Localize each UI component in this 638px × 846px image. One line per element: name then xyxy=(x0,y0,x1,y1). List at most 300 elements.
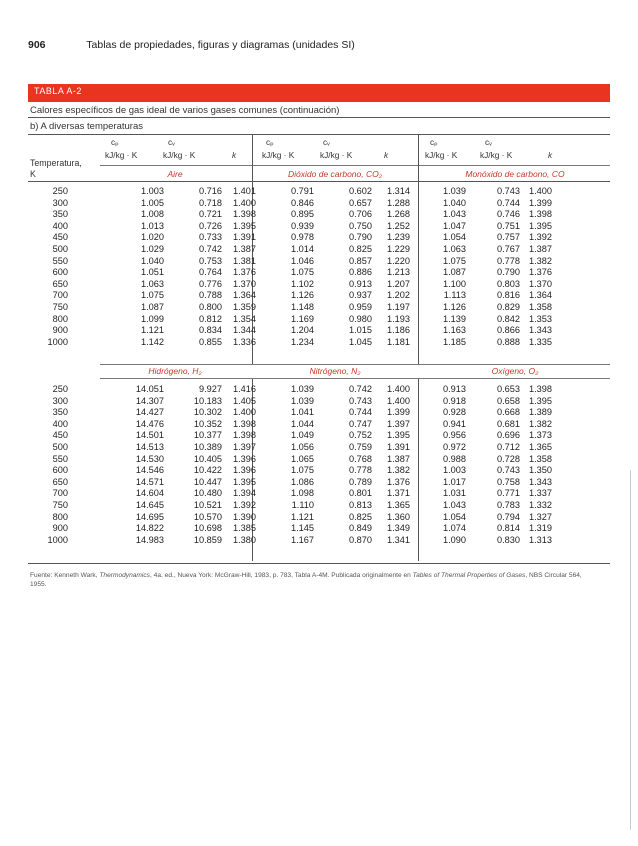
value-cell: 1.029 xyxy=(141,243,164,254)
value-cell: 1.075 xyxy=(291,465,314,476)
temperature-cell: 400 xyxy=(52,220,68,231)
unit-label: kJ/kg · K xyxy=(262,150,295,160)
value-cell: 14.501 xyxy=(135,430,164,441)
value-cell: 10.183 xyxy=(193,395,222,406)
temperature-cell: 700 xyxy=(52,290,68,301)
value-cell: 1.288 xyxy=(387,197,410,208)
value-cell: 1.343 xyxy=(529,325,552,336)
value-cell: 1.075 xyxy=(443,255,466,266)
value-cell: 0.744 xyxy=(497,197,520,208)
value-cell: 0.816 xyxy=(497,290,520,301)
source-mid: , 4a. ed., Nueva York: McGraw-Hill, 1983, p. 783, Tabla A-4M. Publicada originalmente en xyxy=(149,572,413,579)
gas-label-h2: Hidrógeno, H₂ xyxy=(148,366,202,376)
value-cell: 1.239 xyxy=(387,232,410,243)
cp-symbol: cₚ xyxy=(430,137,438,147)
value-cell: 1.054 xyxy=(443,511,466,522)
value-cell: 1.142 xyxy=(141,336,164,347)
value-cell: 1.167 xyxy=(291,534,314,545)
value-cell: 10.302 xyxy=(193,407,222,418)
value-cell: 0.783 xyxy=(497,499,520,510)
table-row xyxy=(30,290,552,302)
value-cell: 0.743 xyxy=(497,465,520,476)
temperature-cell: 350 xyxy=(52,209,68,220)
value-cell: 1.364 xyxy=(529,290,552,301)
value-cell: 0.718 xyxy=(199,197,222,208)
value-cell: 1.371 xyxy=(387,488,410,499)
k-label: k xyxy=(384,150,389,160)
temperature-header: Temperatura, xyxy=(30,158,82,168)
value-cell: 14.822 xyxy=(135,523,164,534)
table-row xyxy=(30,500,552,512)
table-row xyxy=(30,523,552,535)
value-cell: 1.045 xyxy=(349,336,372,347)
value-cell: 0.658 xyxy=(497,395,520,406)
value-cell: 1.046 xyxy=(291,255,314,266)
unit-label: kJ/kg · K xyxy=(163,150,196,160)
value-cell: 0.764 xyxy=(199,267,222,278)
value-cell: 1.126 xyxy=(443,301,466,312)
table-row xyxy=(30,488,552,500)
value-cell: 1.086 xyxy=(291,476,314,487)
value-cell: 0.747 xyxy=(349,418,372,429)
value-cell: 1.364 xyxy=(233,290,256,301)
value-cell: 0.937 xyxy=(349,290,372,301)
value-cell: 1.268 xyxy=(387,209,410,220)
unit-label: kJ/kg · K xyxy=(320,150,353,160)
value-cell: 1.365 xyxy=(529,441,552,452)
value-cell: 1.098 xyxy=(291,488,314,499)
value-cell: 10.405 xyxy=(193,453,222,464)
value-cell: 0.768 xyxy=(349,453,372,464)
value-cell: 1.202 xyxy=(387,290,410,301)
value-cell: 1.396 xyxy=(233,453,256,464)
value-cell: 1.327 xyxy=(529,511,552,522)
value-cell: 1.145 xyxy=(291,523,314,534)
value-cell: 0.888 xyxy=(497,336,520,347)
value-cell: 1.337 xyxy=(529,488,552,499)
value-cell: 1.395 xyxy=(529,220,552,231)
value-cell: 1.398 xyxy=(233,430,256,441)
value-cell: 0.895 xyxy=(291,209,314,220)
value-cell: 1.332 xyxy=(529,499,552,510)
value-cell: 1.405 xyxy=(233,395,256,406)
table-row xyxy=(30,396,552,408)
value-cell: 0.870 xyxy=(349,534,372,545)
table-subcaption: b) A diversas temperaturas xyxy=(30,121,143,132)
value-cell: 1.349 xyxy=(387,523,410,534)
cv-symbol: cᵥ xyxy=(168,137,175,147)
k-label: k xyxy=(548,150,553,160)
value-cell: 1.360 xyxy=(387,511,410,522)
temperature-cell: 400 xyxy=(52,418,68,429)
value-cell: 1.395 xyxy=(387,430,410,441)
table-banner xyxy=(28,84,610,102)
table-row xyxy=(30,337,552,349)
source-tail: , NBS Circular 564, 1955. xyxy=(30,572,582,588)
divider xyxy=(28,181,610,182)
value-cell: 1.075 xyxy=(291,267,314,278)
value-cell: 1.169 xyxy=(291,313,314,324)
value-cell: 0.653 xyxy=(497,384,520,394)
table-row xyxy=(30,407,552,419)
value-cell: 1.400 xyxy=(387,384,410,394)
temperature-cell: 750 xyxy=(52,301,68,312)
value-cell: 1.376 xyxy=(387,476,410,487)
value-cell: 1.359 xyxy=(233,301,256,312)
value-cell: 0.790 xyxy=(497,267,520,278)
value-cell: 0.913 xyxy=(349,278,372,289)
value-cell: 1.121 xyxy=(291,511,314,522)
value-cell: 1.126 xyxy=(291,290,314,301)
value-cell: 1.043 xyxy=(443,499,466,510)
value-cell: 14.476 xyxy=(135,418,164,429)
divider xyxy=(100,378,610,379)
temperature-cell: 550 xyxy=(52,255,68,266)
value-cell: 1.396 xyxy=(233,465,256,476)
table-id: TABLA A-2 xyxy=(34,86,82,96)
temperature-cell: 650 xyxy=(52,278,68,289)
value-cell: 1.391 xyxy=(387,441,410,452)
value-cell: 0.706 xyxy=(349,209,372,220)
table-row xyxy=(30,244,552,256)
value-cell: 1.204 xyxy=(291,325,314,336)
source-lead: Fuente: Kenneth Wark, xyxy=(30,572,100,579)
value-cell: 1.220 xyxy=(387,255,410,266)
table-row xyxy=(30,198,552,210)
temperature-cell: 800 xyxy=(52,511,68,522)
value-cell: 1.121 xyxy=(141,325,164,336)
temperature-cell: 900 xyxy=(52,325,68,336)
value-cell: 0.681 xyxy=(497,418,520,429)
value-cell: 0.941 xyxy=(443,418,466,429)
value-cell: 14.645 xyxy=(135,499,164,510)
value-cell: 1.358 xyxy=(529,301,552,312)
divider xyxy=(28,134,610,135)
temperature-cell: 1000 xyxy=(47,336,68,347)
value-cell: 1.398 xyxy=(233,418,256,429)
value-cell: 0.789 xyxy=(349,476,372,487)
value-cell: 1.400 xyxy=(387,395,410,406)
value-cell: 0.913 xyxy=(443,384,466,394)
table-row xyxy=(30,232,552,244)
table-row xyxy=(30,267,552,279)
value-cell: 14.427 xyxy=(135,407,164,418)
value-cell: 1.186 xyxy=(387,325,410,336)
value-cell: 10.389 xyxy=(193,441,222,452)
unit-label: kJ/kg · K xyxy=(425,150,458,160)
page-number: 906 xyxy=(28,39,46,51)
value-cell: 1.387 xyxy=(387,453,410,464)
value-cell: 1.005 xyxy=(141,197,164,208)
value-cell: 1.385 xyxy=(233,523,256,534)
value-cell: 0.767 xyxy=(497,243,520,254)
value-cell: 10.521 xyxy=(193,499,222,510)
value-cell: 0.794 xyxy=(497,511,520,522)
table-row xyxy=(30,442,552,454)
value-cell: 1.229 xyxy=(387,243,410,254)
table-row xyxy=(30,302,552,314)
value-cell: 1.344 xyxy=(233,325,256,336)
value-cell: 1.395 xyxy=(233,220,256,231)
temperature-cell: 500 xyxy=(52,441,68,452)
value-cell: 0.753 xyxy=(199,255,222,266)
value-cell: 1.049 xyxy=(291,430,314,441)
value-cell: 1.110 xyxy=(291,499,314,510)
value-cell: 1.387 xyxy=(233,243,256,254)
value-cell: 1.100 xyxy=(443,278,466,289)
value-cell: 1.181 xyxy=(387,336,410,347)
table-row xyxy=(30,419,552,431)
value-cell: 0.657 xyxy=(349,197,372,208)
value-cell: 0.956 xyxy=(443,430,466,441)
value-cell: 10.570 xyxy=(193,511,222,522)
value-cell: 1.099 xyxy=(141,313,164,324)
value-cell: 1.074 xyxy=(443,523,466,534)
value-cell: 0.825 xyxy=(349,511,372,522)
value-cell: 0.743 xyxy=(497,186,520,196)
k-label: k xyxy=(232,150,237,160)
value-cell: 0.886 xyxy=(349,267,372,278)
value-cell: 10.422 xyxy=(193,465,222,476)
value-cell: 0.696 xyxy=(497,430,520,441)
value-cell: 0.849 xyxy=(349,523,372,534)
value-cell: 1.148 xyxy=(291,301,314,312)
value-cell: 0.829 xyxy=(497,301,520,312)
value-cell: 1.051 xyxy=(141,267,164,278)
value-cell: 0.752 xyxy=(349,430,372,441)
value-cell: 1.416 xyxy=(233,384,256,394)
value-cell: 1.102 xyxy=(291,278,314,289)
value-cell: 1.387 xyxy=(529,243,552,254)
value-cell: 1.063 xyxy=(141,278,164,289)
value-cell: 1.043 xyxy=(443,209,466,220)
value-cell: 1.358 xyxy=(529,453,552,464)
value-cell: 0.825 xyxy=(349,243,372,254)
value-cell: 0.791 xyxy=(291,186,314,196)
value-cell: 0.733 xyxy=(199,232,222,243)
value-cell: 1.382 xyxy=(529,255,552,266)
value-cell: 10.480 xyxy=(193,488,222,499)
value-cell: 1.031 xyxy=(443,488,466,499)
table-row xyxy=(30,465,552,477)
cp-symbol: cₚ xyxy=(111,137,119,147)
value-cell: 1.040 xyxy=(141,255,164,266)
value-cell: 1.400 xyxy=(233,197,256,208)
table-row xyxy=(30,314,552,326)
value-cell: 14.604 xyxy=(135,488,164,499)
value-cell: 0.928 xyxy=(443,407,466,418)
value-cell: 1.397 xyxy=(387,418,410,429)
value-cell: 0.668 xyxy=(497,407,520,418)
value-cell: 0.743 xyxy=(349,395,372,406)
value-cell: 14.546 xyxy=(135,465,164,476)
value-cell: 1.087 xyxy=(443,267,466,278)
table-row xyxy=(30,454,552,466)
temperature-cell: 250 xyxy=(52,186,68,196)
value-cell: 0.842 xyxy=(497,313,520,324)
value-cell: 1.381 xyxy=(233,255,256,266)
value-cell: 0.728 xyxy=(497,453,520,464)
value-cell: 0.801 xyxy=(349,488,372,499)
value-cell: 1.365 xyxy=(387,499,410,510)
value-cell: 1.252 xyxy=(387,220,410,231)
value-cell: 1.395 xyxy=(529,395,552,406)
value-cell: 0.790 xyxy=(349,232,372,243)
value-cell: 1.400 xyxy=(529,186,552,196)
value-cell: 1.313 xyxy=(529,534,552,545)
value-cell: 1.391 xyxy=(233,232,256,243)
value-cell: 1.376 xyxy=(233,267,256,278)
value-cell: 1.399 xyxy=(387,407,410,418)
value-cell: 1.319 xyxy=(529,523,552,534)
value-cell: 1.350 xyxy=(529,465,552,476)
value-cell: 1.370 xyxy=(233,278,256,289)
value-cell: 1.399 xyxy=(529,197,552,208)
source-book: Thermodynamics xyxy=(99,572,150,579)
value-cell: 1.335 xyxy=(529,336,552,347)
value-cell: 1.044 xyxy=(291,418,314,429)
value-cell: 1.014 xyxy=(291,243,314,254)
table-caption: Calores específicos de gas ideal de varios gases comunes (continuación) xyxy=(30,105,340,116)
data-table-section-1 xyxy=(30,186,552,348)
value-cell: 1.380 xyxy=(233,534,256,545)
value-cell: 1.065 xyxy=(291,453,314,464)
data-table-section-2 xyxy=(30,384,552,546)
value-cell: 1.392 xyxy=(529,232,552,243)
value-cell: 14.530 xyxy=(135,453,164,464)
value-cell: 1.207 xyxy=(387,278,410,289)
page-header xyxy=(28,39,355,51)
value-cell: 1.373 xyxy=(529,430,552,441)
value-cell: 0.814 xyxy=(497,523,520,534)
table-row xyxy=(30,325,552,337)
value-cell: 9.927 xyxy=(199,384,222,394)
value-cell: 1.047 xyxy=(443,220,466,231)
value-cell: 0.771 xyxy=(497,488,520,499)
divider xyxy=(100,165,610,166)
value-cell: 1.401 xyxy=(233,186,256,196)
temperature-cell: 500 xyxy=(52,243,68,254)
divider xyxy=(28,563,610,564)
value-cell: 1.075 xyxy=(141,290,164,301)
temperature-cell: 1000 xyxy=(47,534,68,545)
value-cell: 1.336 xyxy=(233,336,256,347)
value-cell: 0.978 xyxy=(291,232,314,243)
value-cell: 1.392 xyxy=(233,499,256,510)
value-cell: 0.813 xyxy=(349,499,372,510)
value-cell: 0.918 xyxy=(443,395,466,406)
value-cell: 0.778 xyxy=(349,465,372,476)
value-cell: 1.020 xyxy=(141,232,164,243)
temperature-cell: 800 xyxy=(52,313,68,324)
page-edge xyxy=(630,470,631,830)
value-cell: 1.041 xyxy=(291,407,314,418)
gas-label-air: Aire xyxy=(167,169,183,179)
value-cell: 1.163 xyxy=(443,325,466,336)
value-cell: 1.039 xyxy=(291,384,314,394)
value-cell: 1.343 xyxy=(529,476,552,487)
value-cell: 1.056 xyxy=(291,441,314,452)
value-cell: 1.400 xyxy=(233,407,256,418)
value-cell: 14.983 xyxy=(135,534,164,545)
temperature-cell: 300 xyxy=(52,197,68,208)
value-cell: 1.353 xyxy=(529,313,552,324)
value-cell: 0.746 xyxy=(497,209,520,220)
unit-label: kJ/kg · K xyxy=(105,150,138,160)
cp-symbol: cₚ xyxy=(266,137,274,147)
value-cell: 1.193 xyxy=(387,313,410,324)
value-cell: 1.382 xyxy=(387,465,410,476)
cv-symbol: cᵥ xyxy=(485,137,492,147)
temperature-cell: 600 xyxy=(52,465,68,476)
table-row xyxy=(30,430,552,442)
value-cell: 1.003 xyxy=(443,465,466,476)
value-cell: 1.341 xyxy=(387,534,410,545)
gas-label-co: Monóxido de carbono, CO xyxy=(465,169,565,179)
value-cell: 0.980 xyxy=(349,313,372,324)
value-cell: 0.759 xyxy=(349,441,372,452)
table-row xyxy=(30,384,552,396)
value-cell: 0.830 xyxy=(497,534,520,545)
value-cell: 0.812 xyxy=(199,313,222,324)
value-cell: 0.857 xyxy=(349,255,372,266)
value-cell: 0.959 xyxy=(349,301,372,312)
value-cell: 1.039 xyxy=(291,395,314,406)
running-title: Tablas de propiedades, figuras y diagramas (unidades SI) xyxy=(86,39,355,51)
value-cell: 0.721 xyxy=(199,209,222,220)
value-cell: 1.389 xyxy=(529,407,552,418)
value-cell: 14.051 xyxy=(135,384,164,394)
temperature-cell: 600 xyxy=(52,267,68,278)
value-cell: 0.750 xyxy=(349,220,372,231)
value-cell: 1.382 xyxy=(529,418,552,429)
temperature-cell: 450 xyxy=(52,430,68,441)
value-cell: 1.139 xyxy=(443,313,466,324)
value-cell: 0.602 xyxy=(349,186,372,196)
value-cell: 0.742 xyxy=(199,243,222,254)
gas-label-n2: Nitrógeno, N₂ xyxy=(309,366,361,376)
value-cell: 1.015 xyxy=(349,325,372,336)
value-cell: 1.213 xyxy=(387,267,410,278)
value-cell: 0.742 xyxy=(349,384,372,394)
value-cell: 1.314 xyxy=(387,186,410,196)
gas-label-co2: Dióxido de carbono, CO₂ xyxy=(288,169,382,179)
value-cell: 1.398 xyxy=(233,209,256,220)
value-cell: 0.776 xyxy=(199,278,222,289)
value-cell: 0.800 xyxy=(199,301,222,312)
table-row xyxy=(30,256,552,268)
value-cell: 0.744 xyxy=(349,407,372,418)
value-cell: 1.234 xyxy=(291,336,314,347)
value-cell: 1.185 xyxy=(443,336,466,347)
table-row xyxy=(30,279,552,291)
temperature-cell: 550 xyxy=(52,453,68,464)
value-cell: 1.003 xyxy=(141,186,164,196)
table-source-note xyxy=(30,571,590,589)
value-cell: 14.695 xyxy=(135,511,164,522)
temperature-cell: 300 xyxy=(52,395,68,406)
temperature-cell: 450 xyxy=(52,232,68,243)
value-cell: 0.855 xyxy=(199,336,222,347)
divider xyxy=(100,364,610,365)
value-cell: 14.513 xyxy=(135,441,164,452)
table-row xyxy=(30,221,552,233)
value-cell: 1.354 xyxy=(233,313,256,324)
temperature-cell: 750 xyxy=(52,499,68,510)
value-cell: 0.803 xyxy=(497,278,520,289)
value-cell: 14.307 xyxy=(135,395,164,406)
value-cell: 1.376 xyxy=(529,267,552,278)
